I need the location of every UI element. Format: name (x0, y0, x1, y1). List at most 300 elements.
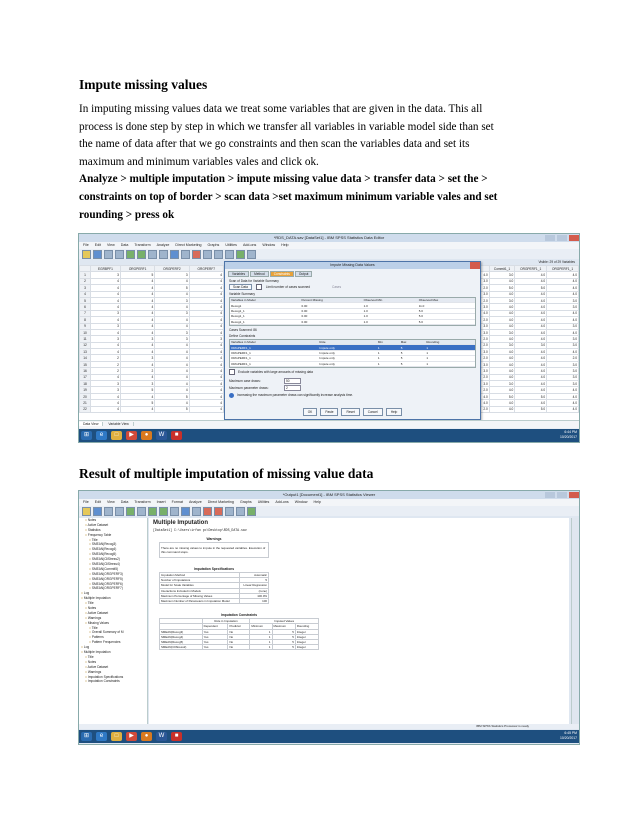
row-number[interactable]: 4 (80, 291, 91, 297)
select-cases-icon[interactable] (236, 250, 245, 259)
undo-icon[interactable] (148, 507, 157, 516)
column-header[interactable]: ORGPERF7 (189, 266, 223, 272)
grid-cell[interactable]: 4.0 (547, 310, 579, 316)
grid-cell[interactable]: 4 (120, 285, 154, 291)
grid-cell[interactable]: 3 (189, 336, 223, 342)
demote-icon[interactable] (214, 507, 223, 516)
grid-cell[interactable]: 3 (120, 336, 154, 342)
grid-cell[interactable]: 4 (189, 310, 223, 316)
print-preview-icon[interactable] (115, 507, 124, 516)
grid-cell[interactable]: 4 (91, 297, 121, 303)
undo-icon[interactable] (126, 250, 135, 259)
grid-cell[interactable]: 3.0 (489, 342, 515, 348)
grid-cell[interactable]: 2 (91, 368, 121, 374)
grid-cell[interactable]: 3 (155, 310, 189, 316)
menu-item-file[interactable]: File (83, 500, 89, 504)
grid-cell[interactable]: 4 (91, 285, 121, 291)
grid-cell[interactable]: 4 (189, 406, 223, 412)
grid-cell[interactable]: 3.0 (547, 304, 579, 310)
grid-cell[interactable]: 3 (91, 387, 121, 393)
grid-cell[interactable]: 4 (189, 317, 223, 323)
grid-cell[interactable]: 4.0 (480, 310, 490, 316)
grid-cell[interactable]: 4 (189, 400, 223, 406)
grid-cell[interactable]: 3 (91, 336, 121, 342)
grid-cell[interactable]: 4 (155, 381, 189, 387)
open-icon[interactable] (82, 250, 91, 259)
export-icon[interactable] (126, 507, 135, 516)
variables-icon[interactable] (170, 250, 179, 259)
grid-cell[interactable]: 3.0 (547, 381, 579, 387)
grid-cell[interactable]: 4 (91, 304, 121, 310)
insert-variable-icon[interactable] (203, 250, 212, 259)
grid-cell[interactable]: 5.0 (489, 285, 515, 291)
row-number[interactable]: 3 (80, 285, 91, 291)
grid-cell[interactable]: 4.0 (489, 406, 515, 412)
column-header[interactable]: ORGPERF2 (155, 266, 189, 272)
grid-cell[interactable]: 4 (91, 342, 121, 348)
minimize-icon[interactable] (545, 492, 555, 498)
split-file-icon[interactable] (214, 250, 223, 259)
grid-cell[interactable]: 5 (120, 400, 154, 406)
grid-cell[interactable]: 4 (189, 342, 223, 348)
grid-cell[interactable]: 3.0 (480, 349, 490, 355)
row-number[interactable]: 10 (80, 329, 91, 335)
grid-cell[interactable]: 3.0 (547, 374, 579, 380)
menu-item-edit[interactable]: Edit (94, 243, 101, 247)
grid-cell[interactable]: 3 (91, 323, 121, 329)
grid-cell[interactable]: 2.0 (480, 355, 490, 361)
grid-cell[interactable]: 4 (155, 368, 189, 374)
grid-cell[interactable]: 4 (155, 323, 189, 329)
menu-item-format[interactable]: Format (171, 500, 183, 504)
grid-cell[interactable]: 4.0 (480, 272, 490, 278)
menu-item-view[interactable]: View (107, 243, 115, 247)
grid-cell[interactable]: 4 (189, 323, 223, 329)
grid-cell[interactable]: 4.0 (480, 393, 490, 399)
grid-cell[interactable]: 4.0 (547, 272, 579, 278)
grid-cell[interactable]: 5 (120, 272, 154, 278)
grid-cell[interactable]: 4 (189, 329, 223, 335)
grid-cell[interactable]: 2.0 (480, 297, 490, 303)
grid-cell[interactable]: 3 (120, 355, 154, 361)
menu-item-add-ons[interactable]: Add-ons (242, 243, 257, 247)
grid-cell[interactable]: 3.0 (547, 336, 579, 342)
column-header[interactable]: EGRBPF1 (91, 266, 121, 272)
grid-cell[interactable]: 2.0 (480, 387, 490, 393)
grid-cell[interactable]: 5 (155, 285, 189, 291)
column-header[interactable]: ORGPERF1 (120, 266, 154, 272)
minimize-icon[interactable] (545, 235, 555, 241)
grid-cell[interactable]: 4.0 (489, 291, 515, 297)
grid-cell[interactable]: 4.0 (515, 291, 547, 297)
row-number[interactable]: 17 (80, 374, 91, 380)
grid-cell[interactable]: 4 (189, 304, 223, 310)
grid-cell[interactable]: 2.0 (480, 406, 490, 412)
grid-cell[interactable]: 4 (189, 297, 223, 303)
tab-data-view[interactable]: Data View (79, 422, 103, 426)
grid-cell[interactable]: 3.0 (480, 323, 490, 329)
grid-cell[interactable]: 4 (189, 374, 223, 380)
dialog-recall-icon[interactable] (137, 507, 146, 516)
grid-cell[interactable]: 4.0 (515, 329, 547, 335)
grid-cell[interactable]: 4 (189, 381, 223, 387)
menu-item-help[interactable]: Help (281, 243, 289, 247)
row-number[interactable]: 13 (80, 349, 91, 355)
grid-cell[interactable]: 5.0 (515, 285, 547, 291)
grid-cell[interactable]: 4.0 (489, 361, 515, 367)
define-constraints-table[interactable] (229, 339, 476, 368)
word-icon[interactable]: W (156, 431, 167, 440)
grid-cell[interactable]: 4 (189, 361, 223, 367)
grid-cell[interactable]: 4.0 (547, 317, 579, 323)
tab-variable-view[interactable]: Variable View (104, 422, 133, 426)
data-grid-right[interactable] (479, 265, 579, 420)
weight-cases-icon[interactable] (225, 250, 234, 259)
grid-cell[interactable]: 3.0 (547, 342, 579, 348)
grid-cell[interactable]: 3 (155, 336, 189, 342)
max-parameter-draws-input[interactable]: 2 (284, 385, 301, 391)
grid-cell[interactable]: 3.0 (489, 381, 515, 387)
goto-variable-icon[interactable] (159, 250, 168, 259)
goto-data-icon[interactable] (170, 507, 179, 516)
grid-cell[interactable]: 4 (155, 374, 189, 380)
collapse-icon[interactable] (236, 507, 245, 516)
grid-cell[interactable]: 4.0 (547, 329, 579, 335)
start-icon[interactable]: ⊞ (81, 431, 92, 440)
row-number[interactable]: 1 (80, 272, 91, 278)
grid-cell[interactable]: 2 (91, 361, 121, 367)
grid-cell[interactable]: 4.0 (547, 285, 579, 291)
grid-cell[interactable]: 3.0 (547, 297, 579, 303)
grid-cell[interactable]: 3.0 (480, 361, 490, 367)
value-labels-icon[interactable] (247, 250, 256, 259)
grid-cell[interactable]: 4.0 (515, 381, 547, 387)
print-icon[interactable] (104, 507, 113, 516)
grid-cell[interactable]: 2.0 (480, 374, 490, 380)
grid-cell[interactable]: 3 (91, 381, 121, 387)
grid-cell[interactable]: 2.0 (480, 317, 490, 323)
menu-item-direct-marketing[interactable]: Direct Marketing (207, 500, 234, 504)
grid-cell[interactable]: 4 (120, 329, 154, 335)
menu-item-add-ons[interactable]: Add-ons (275, 500, 289, 504)
row-number[interactable]: 14 (80, 355, 91, 361)
expand-icon[interactable] (225, 507, 234, 516)
grid-cell[interactable]: 4 (120, 304, 154, 310)
grid-cell[interactable]: 4 (155, 317, 189, 323)
grid-cell[interactable]: 4 (189, 387, 223, 393)
redo-icon[interactable] (137, 250, 146, 259)
grid-cell[interactable]: 4.0 (515, 387, 547, 393)
grid-cell[interactable]: 4 (189, 272, 223, 278)
menu-item-help[interactable]: Help (313, 500, 321, 504)
grid-cell[interactable]: 4.0 (515, 336, 547, 342)
insert-cases-icon[interactable] (192, 250, 201, 259)
grid-cell[interactable]: 4 (189, 291, 223, 297)
row-number[interactable]: 19 (80, 387, 91, 393)
grid-cell[interactable]: 3 (155, 329, 189, 335)
tab-variables[interactable]: Variables (228, 271, 249, 277)
insert-heading-icon[interactable] (247, 507, 256, 516)
grid-cell[interactable]: 4.0 (515, 349, 547, 355)
grid-cell[interactable]: 4.0 (547, 393, 579, 399)
grid-cell[interactable]: 4.0 (515, 297, 547, 303)
grid-cell[interactable]: 3.0 (480, 329, 490, 335)
grid-cell[interactable]: 3.0 (547, 323, 579, 329)
maximize-icon[interactable] (557, 492, 567, 498)
column-header[interactable]: Commit1_1 (489, 266, 515, 272)
column-header[interactable]: ORGPERF1_1 (547, 266, 579, 272)
grid-cell[interactable]: 3.0 (515, 342, 547, 348)
menu-item-direct-marketing[interactable]: Direct Marketing (175, 243, 202, 247)
grid-cell[interactable]: 5.0 (515, 393, 547, 399)
menu-item-window[interactable]: Window (294, 500, 308, 504)
grid-cell[interactable]: 3 (91, 272, 121, 278)
grid-cell[interactable]: 4 (120, 342, 154, 348)
grid-cell[interactable]: 4.0 (515, 400, 547, 406)
grid-cell[interactable]: 3.0 (489, 297, 515, 303)
dialog-close-icon[interactable] (470, 262, 480, 269)
exclude-variables-checkbox[interactable] (229, 369, 235, 375)
redo-icon[interactable] (159, 507, 168, 516)
grid-cell[interactable]: 4.0 (489, 368, 515, 374)
tab-method[interactable]: Method (250, 271, 269, 277)
limit-cases-checkbox[interactable] (256, 284, 262, 290)
grid-cell[interactable]: 4 (189, 285, 223, 291)
grid-cell[interactable]: 3.0 (547, 361, 579, 367)
row-number[interactable]: 9 (80, 323, 91, 329)
internet-explorer-icon[interactable]: e (96, 732, 107, 741)
navigator-item[interactable] (79, 679, 147, 684)
tab-output[interactable]: Output (295, 271, 313, 277)
word-icon[interactable]: W (156, 732, 167, 741)
find-icon[interactable] (181, 250, 190, 259)
internet-explorer-icon[interactable]: e (96, 431, 107, 440)
grid-cell[interactable]: 4.0 (547, 406, 579, 412)
grid-cell[interactable]: 4.0 (515, 272, 547, 278)
save-icon[interactable] (93, 507, 102, 516)
row-number[interactable]: 21 (80, 400, 91, 406)
spss-icon[interactable]: ■ (171, 732, 182, 741)
grid-cell[interactable]: 4 (120, 361, 154, 367)
grid-cell[interactable]: 4 (189, 368, 223, 374)
grid-cell[interactable]: 4.0 (515, 278, 547, 284)
grid-cell[interactable]: 4 (120, 349, 154, 355)
promote-icon[interactable] (203, 507, 212, 516)
paste-button[interactable]: Paste (320, 408, 338, 416)
ok-button[interactable]: OK (303, 408, 318, 416)
grid-cell[interactable]: 5 (155, 406, 189, 412)
grid-cell[interactable]: 5 (155, 393, 189, 399)
grid-cell[interactable]: 3.0 (480, 368, 490, 374)
grid-cell[interactable]: 4 (120, 278, 154, 284)
row-number[interactable]: 15 (80, 361, 91, 367)
grid-cell[interactable]: 4.0 (515, 323, 547, 329)
grid-cell[interactable]: 5 (120, 387, 154, 393)
grid-cell[interactable]: 4 (120, 374, 154, 380)
grid-cell[interactable]: 4 (91, 317, 121, 323)
file-explorer-icon[interactable]: □ (111, 431, 122, 440)
menu-item-file[interactable]: File (83, 243, 89, 247)
grid-cell[interactable]: 4 (91, 349, 121, 355)
print-icon[interactable] (104, 250, 113, 259)
grid-cell[interactable]: 4.0 (489, 355, 515, 361)
row-number[interactable]: 11 (80, 336, 91, 342)
grid-cell[interactable]: 4.0 (489, 278, 515, 284)
open-icon[interactable] (82, 507, 91, 516)
row-number[interactable]: 12 (80, 342, 91, 348)
dialog-recall-icon[interactable] (115, 250, 124, 259)
menu-item-edit[interactable]: Edit (94, 500, 101, 504)
grid-cell[interactable]: 4.0 (489, 304, 515, 310)
grid-cell[interactable]: 4.0 (515, 355, 547, 361)
row-number[interactable]: 20 (80, 393, 91, 399)
grid-cell[interactable]: 3.0 (547, 368, 579, 374)
grid-cell[interactable]: 4 (155, 342, 189, 348)
row-number[interactable]: 22 (80, 406, 91, 412)
grid-cell[interactable]: 4.0 (547, 387, 579, 393)
media-player-icon[interactable]: ▶ (126, 431, 137, 440)
grid-cell[interactable]: 4 (120, 297, 154, 303)
row-number[interactable]: 2 (80, 278, 91, 284)
menu-item-insert[interactable]: Insert (156, 500, 166, 504)
grid-cell[interactable]: 4.0 (489, 349, 515, 355)
grid-cell[interactable]: 4.0 (547, 278, 579, 284)
table-row[interactable] (230, 361, 475, 366)
grid-cell[interactable]: 4 (120, 393, 154, 399)
grid-cell[interactable]: 3 (155, 297, 189, 303)
grid-cell[interactable]: 4.0 (515, 317, 547, 323)
grid-cell[interactable]: 2.0 (480, 342, 490, 348)
menu-item-graphs[interactable]: Graphs (207, 243, 220, 247)
grid-cell[interactable]: 4.0 (489, 400, 515, 406)
column-header[interactable]: ORGPERF1_1 (515, 266, 547, 272)
grid-cell[interactable]: 5.0 (489, 393, 515, 399)
grid-cell[interactable]: 4 (120, 317, 154, 323)
grid-cell[interactable]: 4 (120, 406, 154, 412)
grid-cell[interactable]: 4 (91, 400, 121, 406)
grid-cell[interactable]: 4 (189, 393, 223, 399)
grid-cell[interactable]: 3 (120, 381, 154, 387)
menu-item-transform[interactable]: Transform (134, 500, 151, 504)
grid-cell[interactable]: 3 (91, 310, 121, 316)
menu-item-transform[interactable]: Transform (134, 243, 151, 247)
grid-cell[interactable]: 4 (155, 400, 189, 406)
menu-item-utilities[interactable]: Utilities (257, 500, 270, 504)
menu-item-window[interactable]: Window (262, 243, 276, 247)
grid-cell[interactable]: 4 (91, 291, 121, 297)
scan-data-button[interactable]: Scan Data (229, 284, 252, 290)
grid-cell[interactable]: 2.0 (480, 285, 490, 291)
spss-icon[interactable]: ■ (171, 431, 182, 440)
grid-cell[interactable]: 4 (155, 278, 189, 284)
variables-icon[interactable] (181, 507, 190, 516)
grid-cell[interactable]: 4 (91, 329, 121, 335)
menu-item-analyze[interactable]: Analyze (188, 500, 202, 504)
grid-cell[interactable]: 4 (189, 349, 223, 355)
grid-cell[interactable]: 4 (120, 323, 154, 329)
grid-cell[interactable]: 4.0 (515, 304, 547, 310)
grid-cell[interactable]: 4 (155, 349, 189, 355)
grid-cell[interactable]: 2 (91, 355, 121, 361)
menu-item-analyze[interactable]: Analyze (156, 243, 170, 247)
grid-cell[interactable]: 4.0 (515, 310, 547, 316)
scrollbar[interactable] (571, 518, 578, 728)
grid-cell[interactable]: 4 (91, 374, 121, 380)
menu-item-graphs[interactable]: Graphs (239, 500, 252, 504)
save-icon[interactable] (93, 250, 102, 259)
grid-cell[interactable]: 4 (91, 406, 121, 412)
row-number[interactable]: 7 (80, 310, 91, 316)
tab-constraints[interactable]: Constraints (270, 271, 294, 277)
grid-cell[interactable]: 2.0 (480, 336, 490, 342)
row-number[interactable]: 5 (80, 297, 91, 303)
grid-cell[interactable]: 4 (189, 278, 223, 284)
grid-cell[interactable]: 4.0 (547, 400, 579, 406)
cancel-button[interactable]: Cancel (363, 408, 383, 416)
grid-cell[interactable]: 4 (155, 355, 189, 361)
help-button[interactable]: Help (386, 408, 403, 416)
menu-item-utilities[interactable]: Utilities (225, 243, 237, 247)
grid-cell[interactable]: 4.0 (480, 400, 490, 406)
start-icon[interactable]: ⊞ (81, 732, 92, 741)
grid-cell[interactable]: 4 (155, 291, 189, 297)
grid-cell[interactable]: 4.0 (547, 349, 579, 355)
goto-case-icon[interactable] (148, 250, 157, 259)
grid-cell[interactable]: 3.0 (480, 278, 490, 284)
grid-cell[interactable]: 4 (120, 291, 154, 297)
close-icon[interactable] (569, 492, 579, 498)
row-number[interactable]: 6 (80, 304, 91, 310)
maximize-icon[interactable] (557, 235, 567, 241)
menu-item-view[interactable]: View (107, 500, 115, 504)
row-number[interactable]: 18 (80, 381, 91, 387)
grid-cell[interactable]: 3.0 (480, 381, 490, 387)
grid-cell[interactable]: 4.0 (489, 374, 515, 380)
row-number[interactable]: 8 (80, 317, 91, 323)
grid-cell[interactable]: 4.0 (515, 361, 547, 367)
grid-cell[interactable]: 4 (155, 387, 189, 393)
grid-cell[interactable]: 2 (120, 368, 154, 374)
grid-cell[interactable]: 4.0 (515, 368, 547, 374)
reset-button[interactable]: Reset (341, 408, 359, 416)
grid-cell[interactable]: 3 (155, 272, 189, 278)
grid-cell[interactable]: 4.0 (489, 336, 515, 342)
max-case-draws-input[interactable]: 50 (284, 378, 301, 384)
grid-cell[interactable]: 4.0 (489, 317, 515, 323)
grid-cell[interactable]: 4 (91, 393, 121, 399)
grid-cell[interactable]: 3.0 (480, 304, 490, 310)
grid-cell[interactable]: 4.0 (489, 310, 515, 316)
grid-cell[interactable]: 2.0 (547, 355, 579, 361)
grid-cell[interactable]: 4.0 (489, 387, 515, 393)
grid-cell[interactable]: 5.0 (515, 406, 547, 412)
grid-cell[interactable]: 3.0 (489, 329, 515, 335)
grid-cell[interactable]: 4.0 (489, 323, 515, 329)
grid-cell[interactable]: 4.0 (515, 374, 547, 380)
grid-cell[interactable]: 4 (91, 278, 121, 284)
close-icon[interactable] (569, 235, 579, 241)
file-explorer-icon[interactable]: □ (111, 732, 122, 741)
grid-cell[interactable]: 4.0 (547, 291, 579, 297)
data-grid-left[interactable] (79, 265, 224, 420)
chrome-icon[interactable]: ● (141, 732, 152, 741)
grid-cell[interactable]: 4 (189, 355, 223, 361)
table-row[interactable] (230, 319, 475, 324)
show-all-icon[interactable] (192, 507, 201, 516)
grid-cell[interactable]: 3.0 (480, 291, 490, 297)
menu-item-data[interactable]: Data (120, 500, 129, 504)
variable-summary-table[interactable] (229, 297, 476, 326)
